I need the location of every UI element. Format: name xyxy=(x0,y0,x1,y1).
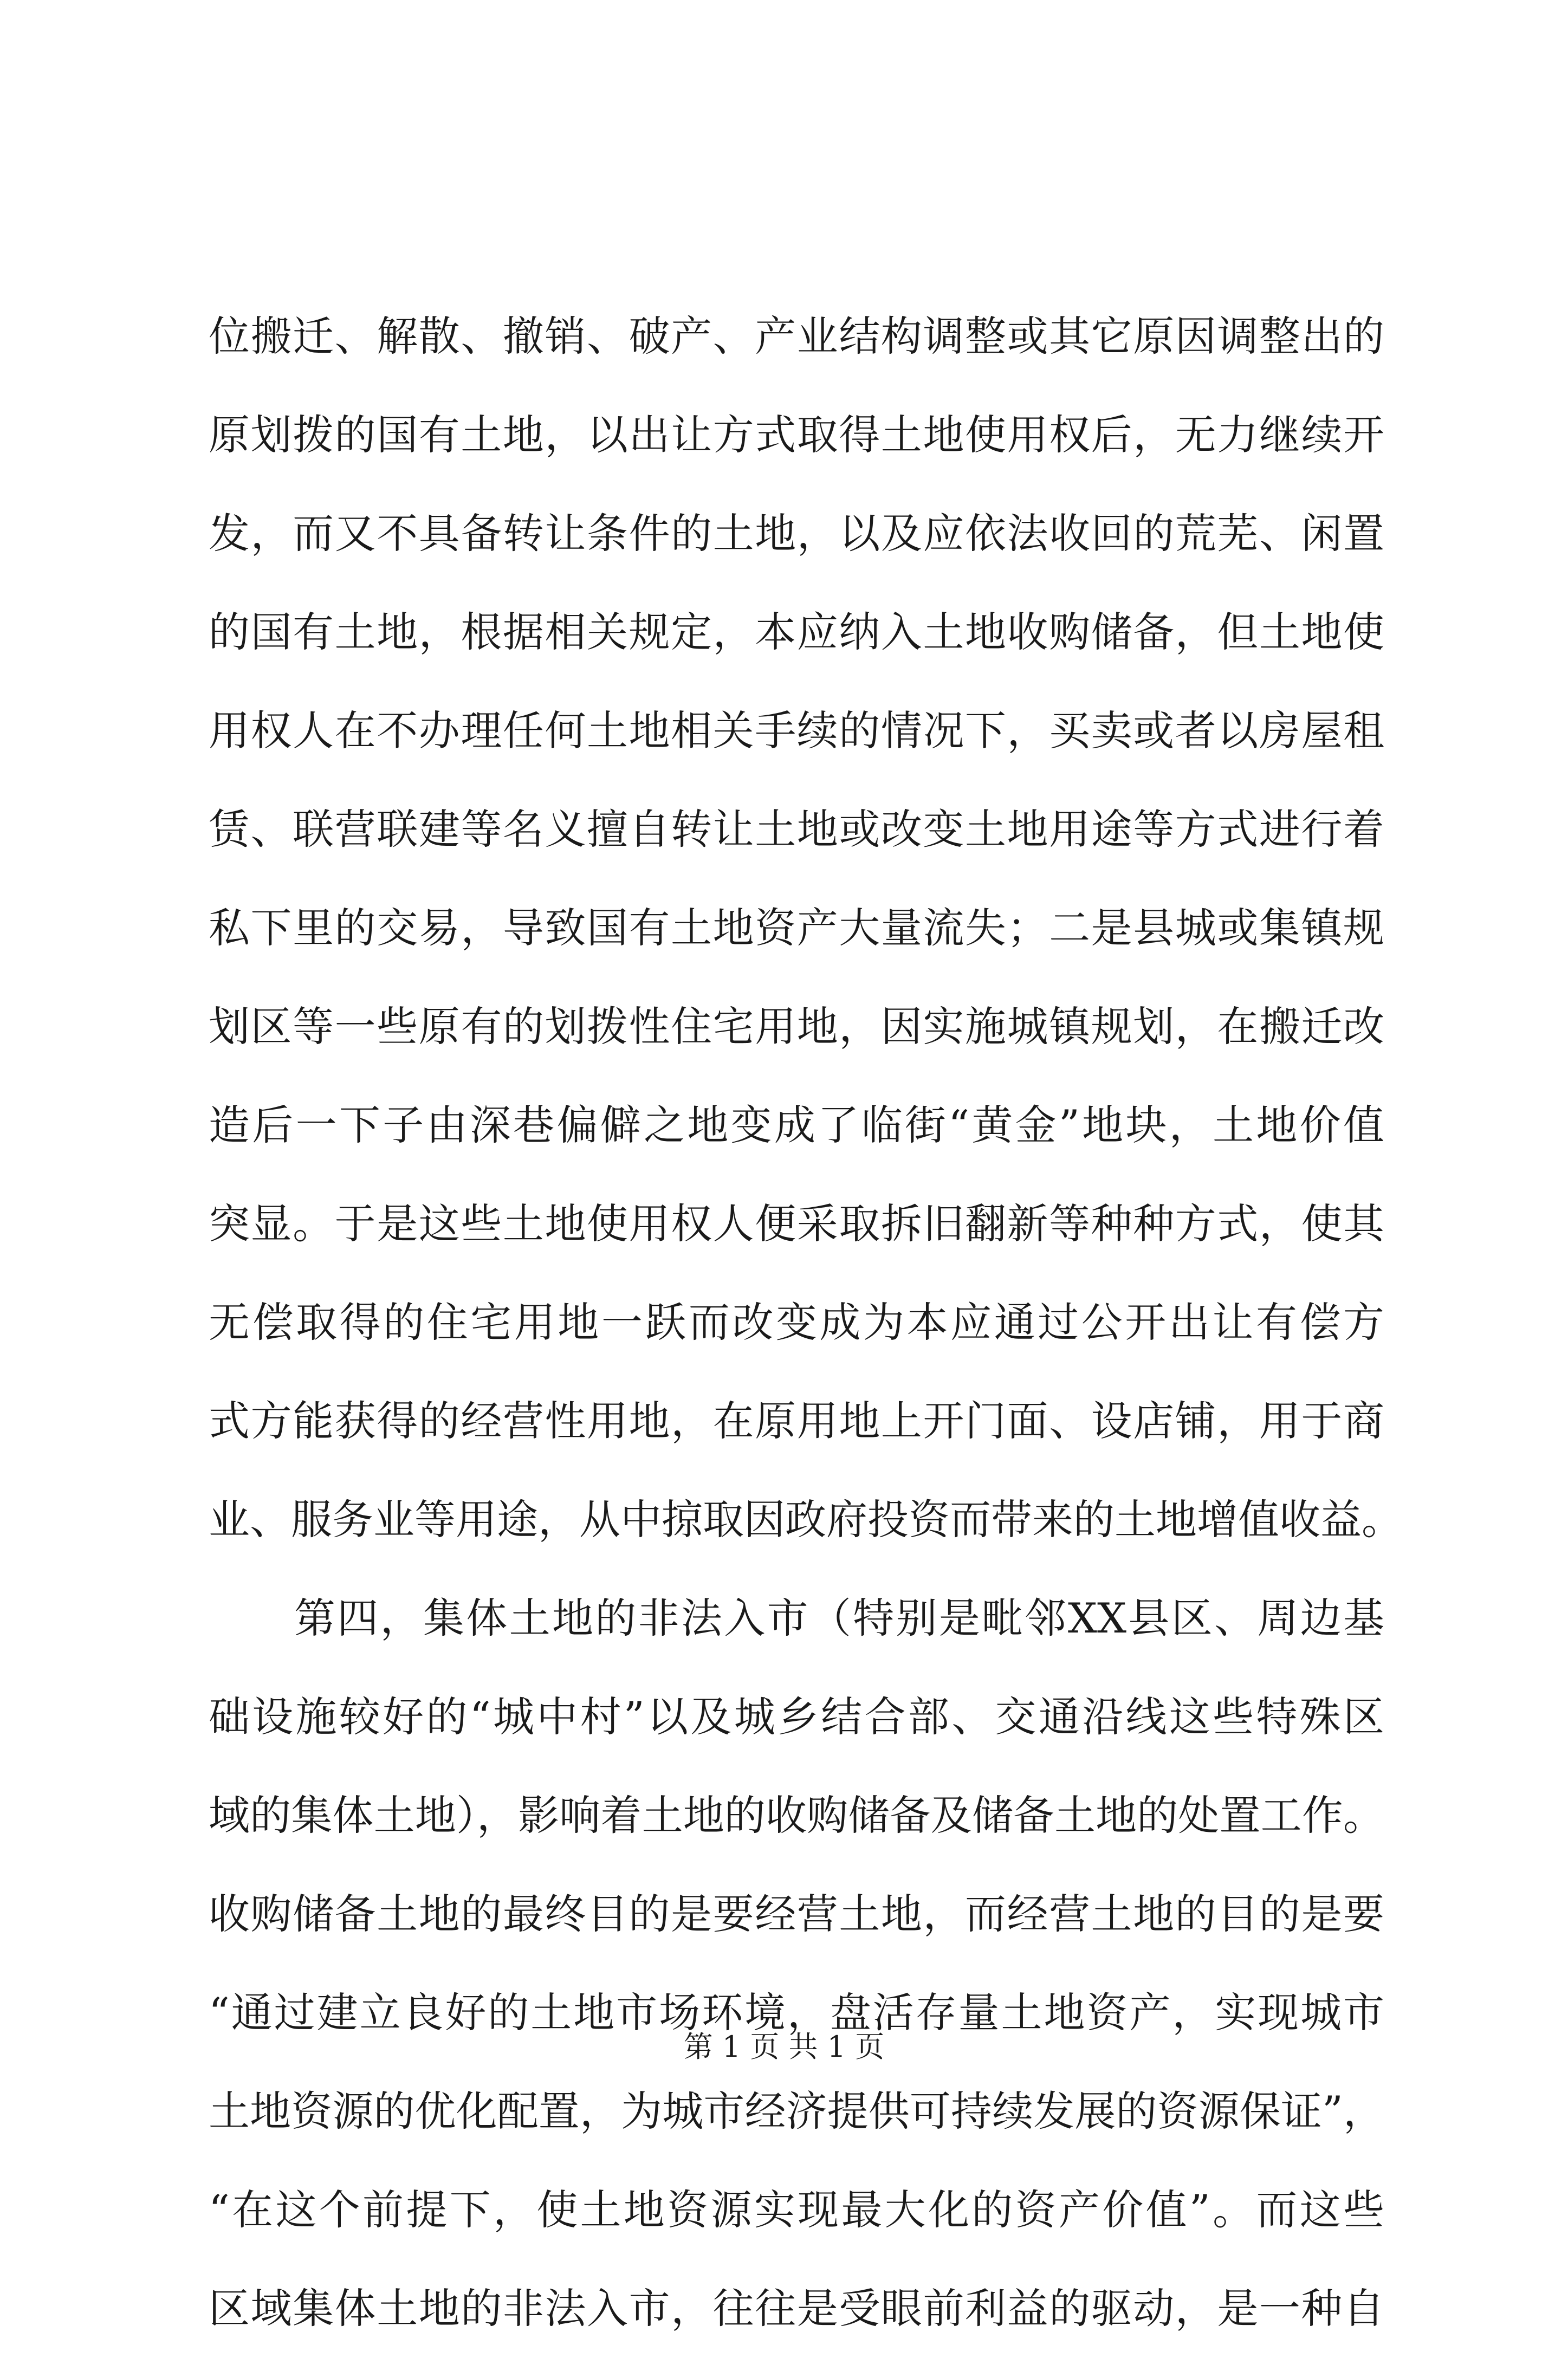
text-line: 造后一下子由深巷偏僻之地变成了临街“黄金”地块，土地价值 xyxy=(209,1101,1384,1149)
page-footer xyxy=(0,2024,1568,2065)
text-line: 无偿取得的住宅用地一跃而改变成为本应通过公开出让有偿方 xyxy=(209,1298,1384,1346)
text-line: 土地资源的优化配置，为城市经济提供可持续发展的资源保证”， xyxy=(209,2087,1384,2135)
text-line: 私下里的交易，导致国有土地资产大量流失；二是县城或集镇规 xyxy=(209,904,1384,952)
text-line: 用权人在不办理任何土地相关手续的情况下，买卖或者以房屋租 xyxy=(209,707,1384,755)
text-line: 域的集体土地），影响着土地的收购储备及储备土地的处置工作。 xyxy=(209,1791,1384,1839)
text-line: 赁、联营联建等名义擅自转让土地或改变土地用途等方式进行着 xyxy=(209,805,1384,853)
paragraph-start-line: 第四，集体土地的非法入市（特别是毗邻XX县区、周边基 xyxy=(294,1594,1384,1642)
text-line: 收购储备土地的最终目的是要经营土地，而经营土地的目的是要 xyxy=(209,1890,1384,1938)
text-line: 位搬迁、解散、撤销、破产、产业结构调整或其它原因调整出的 xyxy=(209,312,1384,360)
text-line: 础设施较好的“城中村”以及城乡结合部、交通沿线这些特殊区 xyxy=(209,1693,1384,1741)
text-line: 的国有土地，根据相关规定，本应纳入土地收购储备，但土地使 xyxy=(209,608,1384,656)
text-line: 式方能获得的经营性用地，在原用地上开门面、设店铺，用于商 xyxy=(209,1397,1384,1445)
text-line: 原划拨的国有土地，以出让方式取得土地使用权后，无力继续开 xyxy=(209,411,1384,459)
text-line: 突显。于是这些土地使用权人便采取拆旧翻新等种种方式，使其 xyxy=(209,1200,1384,1248)
text-line: 发，而又不具备转让条件的土地，以及应依法收回的荒芜、闲置 xyxy=(209,509,1384,558)
text-line: “通过建立良好的土地市场环境，盘活存量土地资产，实现城市 xyxy=(209,1988,1384,2037)
text-line: “在这个前提下，使土地资源实现最大化的资产价值”。而这些 xyxy=(209,2186,1384,2234)
text-line: 区域集体土地的非法入市，往往是受眼前利益的驱动，是一种自 xyxy=(209,2284,1384,2333)
text-line: 业、服务业等用途，从中掠取因政府投资而带来的土地增值收益。 xyxy=(209,1495,1403,1544)
text-line: 划区等一些原有的划拨性住宅用地，因实施城镇规划，在搬迁改 xyxy=(209,1002,1384,1051)
page-number-label: 第 1 页 共 1 页 xyxy=(683,2030,885,2064)
